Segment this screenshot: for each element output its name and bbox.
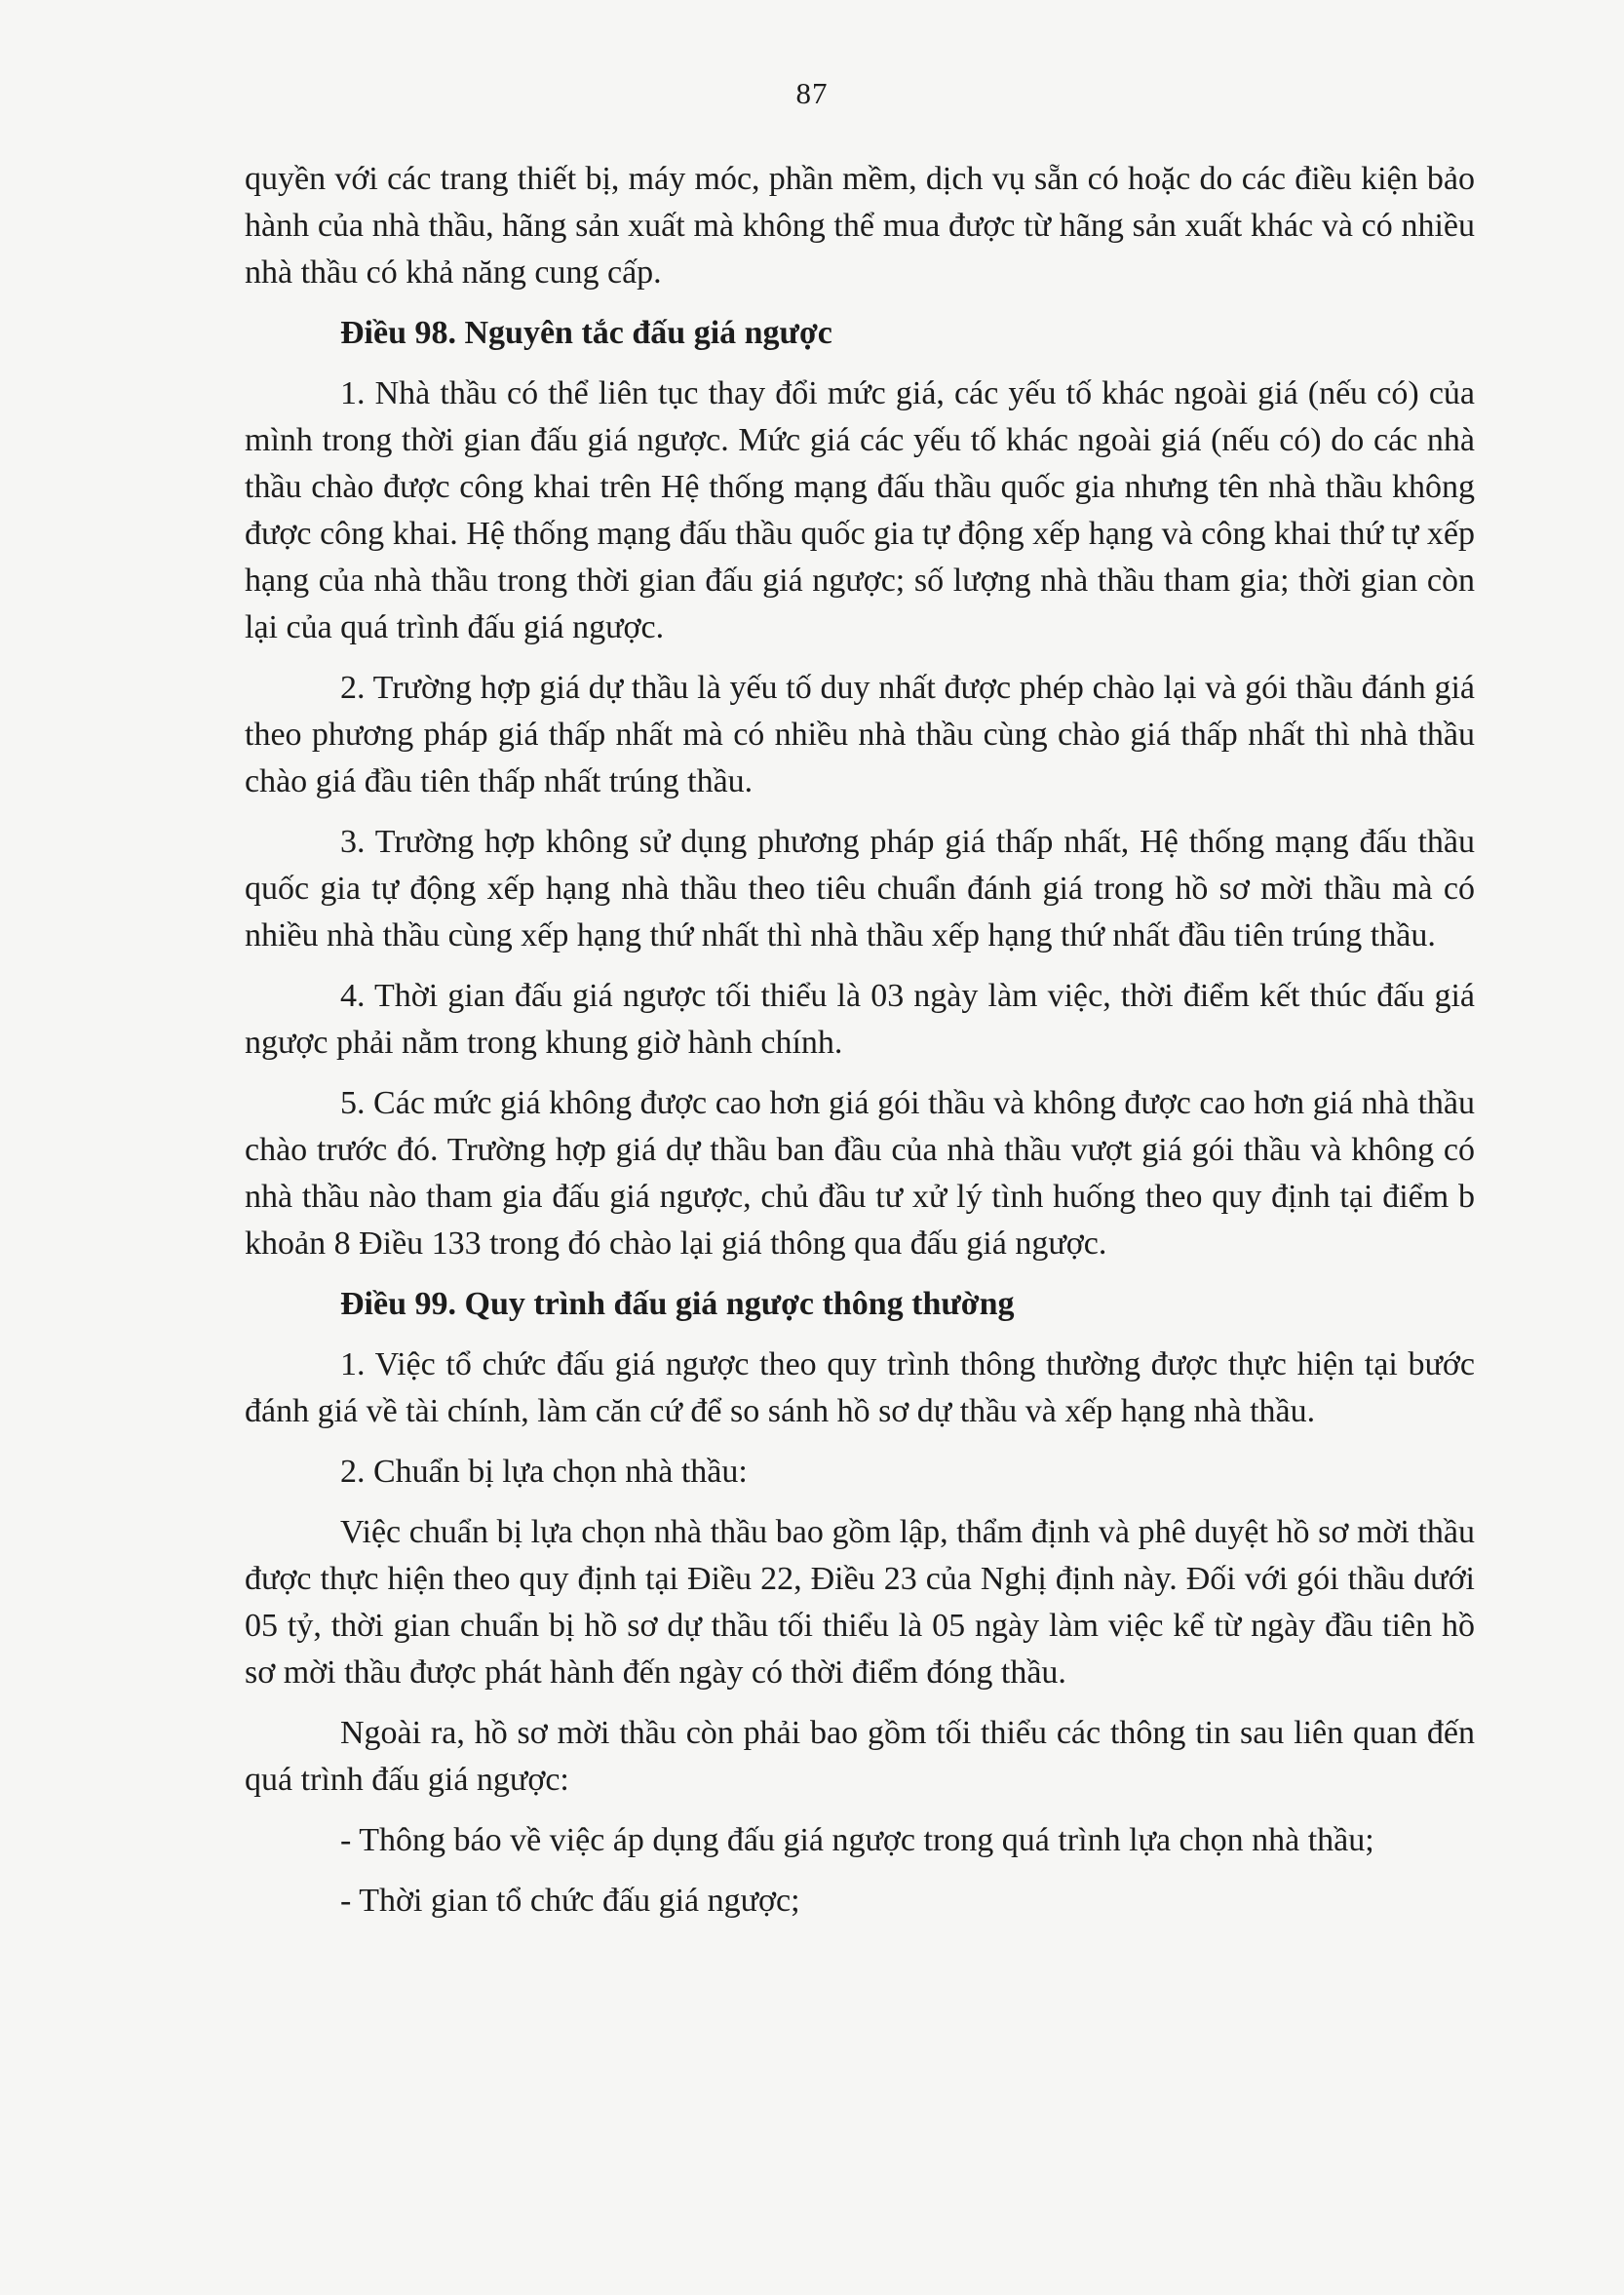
- article-99-clause-2: 2. Chuẩn bị lựa chọn nhà thầu:: [340, 1454, 748, 1490]
- bullet-item-notice: - Thông báo về việc áp dụng đấu giá ngược trong quá trình lựa chọn nhà thầu;: [340, 1822, 1374, 1858]
- article-heading-98: Điều 98. Nguyên tắc đấu giá ngược: [340, 315, 832, 351]
- article-99-clause-2-extra: Ngoài ra, hồ sơ mời thầu còn phải bao gồm tối thiểu các thông tin sau liên quan đến quá trình đấu giá ngược:: [245, 1715, 1475, 1798]
- bullet-item-time: - Thời gian tổ chức đấu giá ngược;: [340, 1883, 800, 1919]
- document-body: [245, 156, 1475, 1938]
- article-99-clause-2-body: Việc chuẩn bị lựa chọn nhà thầu bao gồm lập, thẩm định và phê duyệt hồ sơ mời thầu được thực hiện theo quy định tại Điều 22, Điều 23 của Nghị định này. Đối với gói thầu dưới 05 tỷ, thời gian chuẩn bị hồ sơ dự thầu tối thiểu là 05 ngày làm việc kể từ ngày đầu tiên hồ sơ mời thầu được phát hành đến ngày có thời điểm đóng thầu.: [245, 1514, 1475, 1691]
- article-98-clause-5: 5. Các mức giá không được cao hơn giá gói thầu và không được cao hơn giá nhà thầu chào trước đó. Trường hợp giá dự thầu ban đầu của nhà thầu vượt giá gói thầu và không có nhà thầu nào tham gia đấu giá ngược, chủ đầu tư xử lý tình huống theo quy định tại điểm b khoản 8 Điều 133 trong đó chào lại giá thông qua đấu giá ngược.: [245, 1085, 1475, 1262]
- article-98-clause-4: 4. Thời gian đấu giá ngược tối thiểu là 03 ngày làm việc, thời điểm kết thúc đấu giá ngược phải nằm trong khung giờ hành chính.: [245, 978, 1475, 1061]
- article-heading-99: Điều 99. Quy trình đấu giá ngược thông thường: [340, 1286, 1015, 1322]
- paragraph-continuation: quyền với các trang thiết bị, máy móc, phần mềm, dịch vụ sẵn có hoặc do các điều kiện bảo hành của nhà thầu, hãng sản xuất mà không thể mua được từ hãng sản xuất khác và có nhiều nhà thầu có khả năng cung cấp.: [245, 161, 1475, 291]
- article-98-clause-2: 2. Trường hợp giá dự thầu là yếu tố duy nhất được phép chào lại và gói thầu đánh giá theo phương pháp giá thấp nhất mà có nhiều nhà thầu cùng chào giá thấp nhất thì nhà thầu chào giá đầu tiên thấp nhất trúng thầu.: [245, 670, 1475, 799]
- article-98-clause-1: 1. Nhà thầu có thể liên tục thay đổi mức giá, các yếu tố khác ngoài giá (nếu có) của mình trong thời gian đấu giá ngược. Mức giá các yếu tố khác ngoài giá (nếu có) do các nhà thầu chào được công khai trên Hệ thống mạng đấu thầu quốc gia nhưng tên nhà thầu không được công khai. Hệ thống mạng đấu thầu quốc gia tự động xếp hạng và công khai thứ tự xếp hạng của nhà thầu trong thời gian đấu giá ngược; số lượng nhà thầu tham gia; thời gian còn lại của quá trình đấu giá ngược.: [245, 375, 1475, 645]
- article-98-clause-3: 3. Trường hợp không sử dụng phương pháp giá thấp nhất, Hệ thống mạng đấu thầu quốc gia tự động xếp hạng nhà thầu theo tiêu chuẩn đánh giá trong hồ sơ mời thầu mà có nhiều nhà thầu cùng xếp hạng thứ nhất thì nhà thầu xếp hạng thứ nhất đầu tiên trúng thầu.: [245, 824, 1475, 953]
- page-number: 87: [795, 76, 829, 110]
- article-99-clause-1: 1. Việc tổ chức đấu giá ngược theo quy trình thông thường được thực hiện tại bước đánh giá về tài chính, làm căn cứ để so sánh hồ sơ dự thầu và xếp hạng nhà thầu.: [245, 1346, 1475, 1429]
